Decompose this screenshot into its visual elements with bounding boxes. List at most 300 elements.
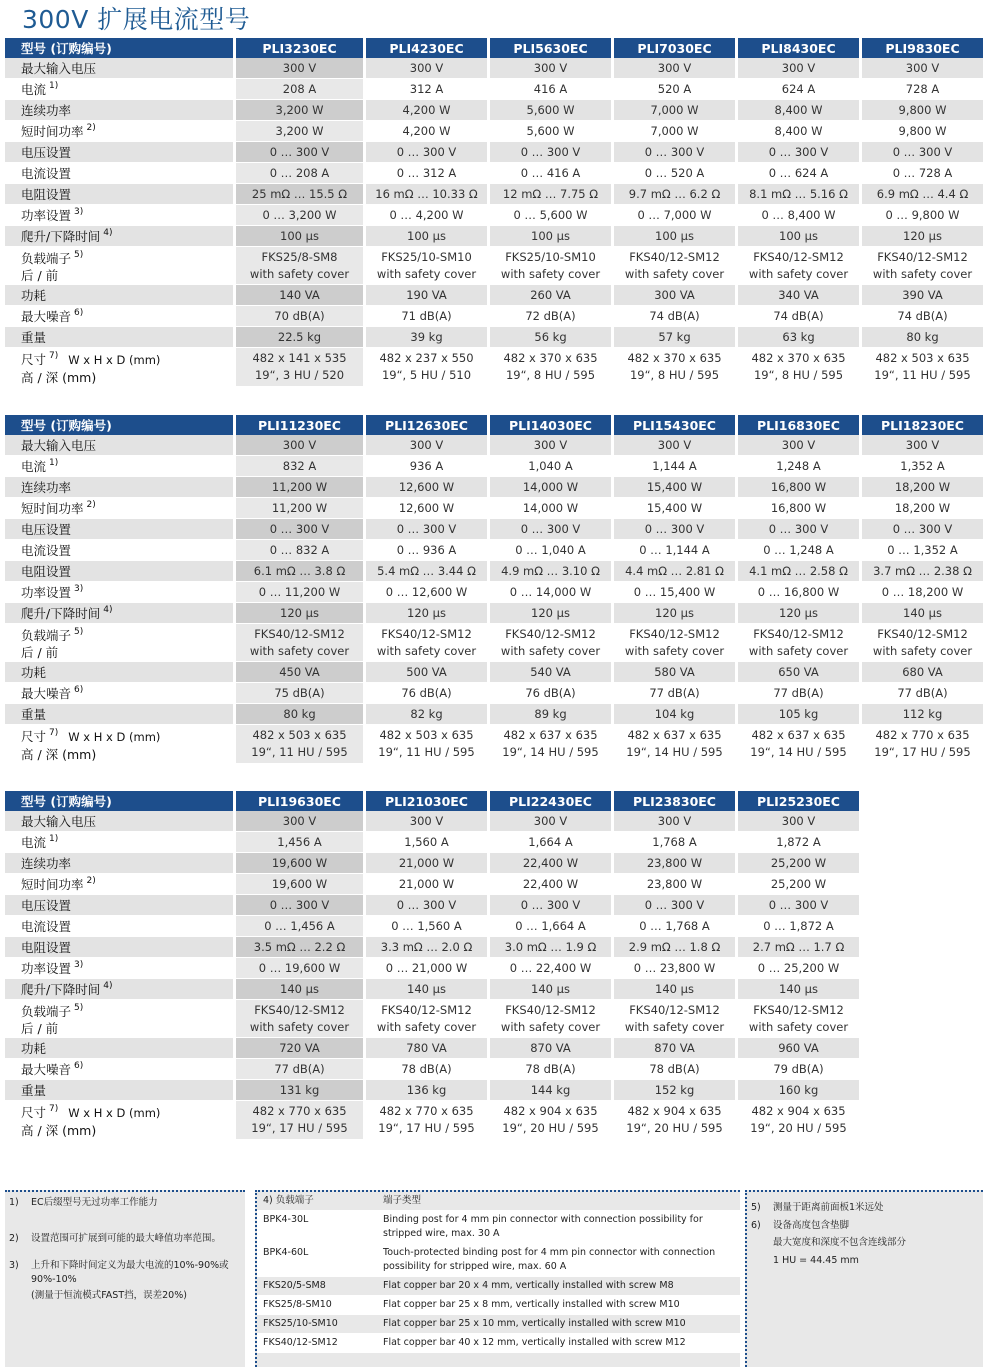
spec-value-text: 15,400 W	[646, 480, 703, 494]
spec-value-text: 0 … 300 V	[269, 522, 330, 536]
spec-row	[5, 58, 986, 79]
model-name: PLI12630EC	[366, 415, 490, 435]
spec-value-text: 78 dB(A)	[401, 1062, 452, 1076]
spec-value	[366, 1038, 490, 1059]
row-label-text: 功率设置	[21, 208, 72, 223]
spec-value	[490, 603, 614, 624]
spec-value	[614, 916, 738, 937]
spec-value-text: 780 VA	[406, 1041, 447, 1055]
spec-value-text: 16,800 W	[770, 480, 827, 494]
spec-value	[862, 561, 986, 582]
spec-value	[236, 582, 366, 603]
spec-value-text: 482 x 503 x 635	[875, 351, 970, 365]
spec-value	[366, 58, 490, 79]
spec-value-text: 580 VA	[654, 665, 695, 679]
spec-value	[236, 121, 366, 142]
spec-value-text: 18,200 W	[894, 501, 951, 515]
spec-value	[366, 79, 490, 100]
row-label-text: 短时间功率	[21, 124, 84, 139]
spec-value-text: 0 … 21,000 W	[385, 961, 468, 975]
row-label-text: 短时间功率	[21, 501, 84, 516]
spec-value	[614, 624, 738, 662]
spec-value-text: 100 µs	[531, 229, 570, 243]
spec-value	[490, 916, 614, 937]
spec-row	[5, 958, 862, 979]
spec-value-text: 0 … 14,000 W	[509, 585, 592, 599]
spec-value	[490, 937, 614, 958]
spec-value-text: 0 … 8,400 W	[761, 208, 836, 222]
spec-value-text: 0 … 416 A	[520, 166, 581, 180]
spec-value	[236, 327, 366, 348]
spec-value	[614, 205, 738, 226]
spec-value-text: 3,200 W	[275, 103, 324, 117]
spec-value	[738, 285, 862, 306]
spec-value	[862, 683, 986, 704]
spec-value-text: 160 kg	[778, 1083, 819, 1097]
spec-value-text: 120 µs	[531, 606, 570, 620]
spec-value-text: 0 … 22,400 W	[509, 961, 592, 975]
spec-row	[5, 435, 986, 456]
spec-value-text: 19“, 20 HU / 595	[502, 1121, 599, 1135]
spec-value	[738, 603, 862, 624]
spec-value	[490, 1038, 614, 1059]
spec-value	[490, 1000, 614, 1038]
spec-value-text: 19,600 W	[271, 877, 328, 891]
spec-value	[366, 853, 490, 874]
spec-value-text: 300 V	[533, 61, 568, 75]
spec-value	[490, 121, 614, 142]
spec-value-text: 0 … 7,000 W	[637, 208, 712, 222]
row-label-text: 功率设置	[21, 585, 72, 600]
spec-value-text: 482 x 503 x 635	[252, 728, 347, 742]
spec-value-text: 39 kg	[410, 330, 443, 344]
spec-value-text: 0 … 300 V	[396, 522, 457, 536]
spec-value-text: 3.7 mΩ … 2.38 Ω	[873, 564, 972, 578]
row-label-text: 高 / 深 (mm)	[21, 370, 97, 385]
row-label	[5, 725, 236, 764]
spec-row	[5, 247, 986, 285]
terminal-desc: Flat copper bar 25 x 8 mm, vertically installed with screw M10	[377, 1296, 740, 1315]
row-label-text: 重量	[21, 707, 47, 722]
spec-value	[490, 1059, 614, 1080]
row-label	[5, 916, 236, 937]
spec-value	[614, 58, 738, 79]
spec-value-text: 3.0 mΩ … 1.9 Ω	[504, 940, 597, 954]
row-label-text: 功耗	[21, 288, 47, 303]
spec-value	[862, 624, 986, 662]
spec-value-text: 74 dB(A)	[897, 309, 948, 323]
spec-value-text: 0 … 5,600 W	[513, 208, 588, 222]
spec-value	[236, 662, 366, 683]
spec-value-text: 11,200 W	[271, 480, 328, 494]
spec-value-text: 0 … 1,456 A	[264, 919, 335, 933]
spec-value-text: 1,768 A	[652, 835, 697, 849]
spec-value	[490, 247, 614, 285]
spec-value	[236, 916, 366, 937]
page-title: 300V 扩展电流型号	[22, 5, 251, 34]
spec-value	[738, 121, 862, 142]
spec-value-text: 19,600 W	[271, 856, 328, 870]
spec-row	[5, 306, 986, 327]
spec-value	[366, 811, 490, 832]
footnote-ref: 1)	[49, 834, 59, 844]
row-label	[5, 100, 236, 121]
spec-value-text: 1,872 A	[776, 835, 821, 849]
row-label-text: 电流设置	[21, 543, 72, 558]
spec-value-text: 300 V	[905, 438, 940, 452]
spec-value-text: with safety cover	[376, 266, 477, 281]
header-row	[5, 415, 986, 435]
spec-value	[614, 226, 738, 247]
spec-value	[862, 582, 986, 603]
footnote-ref: 2)	[86, 500, 96, 510]
spec-value-text: 190 VA	[406, 288, 447, 302]
spec-value-text: with safety cover	[624, 643, 725, 658]
spec-value	[236, 937, 366, 958]
spec-value-text: 482 x 637 x 635	[751, 728, 846, 742]
spec-value	[490, 895, 614, 916]
spec-row	[5, 832, 862, 853]
spec-value	[490, 624, 614, 662]
spec-value-text: 0 … 1,664 A	[515, 919, 586, 933]
spec-value-text: 19“, 14 HU / 595	[502, 745, 599, 759]
spec-value	[366, 1101, 490, 1140]
spec-value-text: 80 kg	[283, 707, 316, 721]
spec-value	[236, 184, 366, 205]
spec-value	[862, 226, 986, 247]
spec-value	[862, 540, 986, 561]
model-name: PLI22430EC	[490, 791, 614, 811]
spec-value-text: 0 … 1,040 A	[515, 543, 586, 557]
footnote-ref: 6)	[74, 685, 84, 695]
spec-value-text: 16,800 W	[770, 501, 827, 515]
spec-value	[614, 811, 738, 832]
spec-value-text: 9,800 W	[898, 124, 947, 138]
row-label	[5, 624, 236, 662]
spec-value-text: 500 VA	[406, 665, 447, 679]
spec-value-text: 0 … 300 V	[892, 522, 953, 536]
terminal-desc: Flat copper bar 40 x 12 mm, vertically installed with screw M12	[377, 1334, 740, 1353]
row-label	[5, 306, 236, 327]
spec-value	[862, 477, 986, 498]
spec-value-text: 300 V	[409, 438, 444, 452]
terminal-desc: Flat copper bar 20 x 4 mm, vertically installed with screw M8	[377, 1277, 740, 1296]
spec-value-text: 0 … 1,872 A	[763, 919, 834, 933]
spec-value	[366, 725, 490, 764]
footnote-ref: 3)	[74, 207, 84, 217]
footnote-1: 1) EC后缀型号无过功率工作能力	[9, 1197, 158, 1208]
spec-value	[236, 725, 366, 764]
spec-value-text: 0 … 4,200 W	[389, 208, 464, 222]
spec-value-text: 19“, 14 HU / 595	[626, 745, 723, 759]
row-label	[5, 958, 236, 979]
spec-row	[5, 1038, 862, 1059]
row-label	[5, 205, 236, 226]
spec-value-text: with safety cover	[748, 1019, 849, 1034]
spec-row	[5, 519, 986, 540]
spec-value-text: 0 … 300 V	[520, 898, 581, 912]
spec-value-text: 1,352 A	[900, 459, 945, 473]
spec-value-text: 25,200 W	[770, 856, 827, 870]
spec-value	[236, 247, 366, 285]
spec-value-text: 19“, 8 HU / 595	[753, 368, 844, 382]
spec-value	[490, 435, 614, 456]
spec-value	[738, 58, 862, 79]
spec-value-text: 3,200 W	[275, 124, 324, 138]
header-row	[5, 38, 986, 58]
spec-value	[236, 540, 366, 561]
spec-value-text: 2.9 mΩ … 1.8 Ω	[628, 940, 721, 954]
spec-value-text: 74 dB(A)	[773, 309, 824, 323]
spec-value-text: 14,000 W	[522, 480, 579, 494]
spec-value-text: 0 … 1,352 A	[887, 543, 958, 557]
spec-value-text: 960 VA	[778, 1041, 819, 1055]
spec-value-text: 300 V	[905, 61, 940, 75]
spec-value-text: 120 µs	[655, 606, 694, 620]
row-label-text: 电流	[21, 82, 47, 97]
spec-value-text: 520 A	[657, 82, 692, 96]
spec-value	[366, 1000, 490, 1038]
spec-value	[862, 247, 986, 285]
row-label-text: 高 / 深 (mm)	[21, 1123, 97, 1138]
spec-value-text: 0 … 1,768 A	[639, 919, 710, 933]
spec-value	[366, 327, 490, 348]
row-label-text: 电流设置	[21, 919, 72, 934]
spec-value	[236, 895, 366, 916]
spec-value-text: 300 V	[282, 814, 317, 828]
spec-value-text: 63 kg	[782, 330, 815, 344]
terminal-key: FKS25/8-SM10	[257, 1296, 377, 1315]
spec-value	[366, 704, 490, 725]
footnote-ref: 3)	[74, 960, 84, 970]
spec-value-text: FKS40/12-SM12	[629, 249, 720, 264]
spec-value	[366, 306, 490, 327]
spec-value	[614, 306, 738, 327]
spec-value-text: 450 VA	[279, 665, 320, 679]
row-label	[5, 1059, 236, 1080]
spec-value-text: 300 V	[781, 814, 816, 828]
spec-row	[5, 205, 986, 226]
row-label	[5, 348, 236, 387]
terminal-key: BPK4-30L	[257, 1211, 377, 1244]
row-label-text: 最大输入电压	[21, 61, 97, 76]
spec-row	[5, 142, 986, 163]
spec-value-text: 4.9 mΩ … 3.10 Ω	[501, 564, 600, 578]
spec-value	[236, 79, 366, 100]
spec-value-text: 9.7 mΩ … 6.2 Ω	[628, 187, 721, 201]
spec-value	[490, 1080, 614, 1101]
row-label	[5, 79, 236, 100]
spec-row	[5, 100, 986, 121]
spec-value-text: 208 A	[282, 82, 317, 96]
spec-value-text: 80 kg	[906, 330, 939, 344]
spec-value	[490, 306, 614, 327]
spec-value-text: 870 VA	[530, 1041, 571, 1055]
spec-value	[738, 226, 862, 247]
row-label	[5, 540, 236, 561]
model-name: PLI16830EC	[738, 415, 862, 435]
spec-value-text: 312 A	[409, 82, 444, 96]
spec-row	[5, 874, 862, 895]
spec-value-text: 12,600 W	[398, 501, 455, 515]
spec-value	[366, 662, 490, 683]
spec-value	[738, 100, 862, 121]
spec-value-text: 0 … 300 V	[396, 898, 457, 912]
spec-value-text: 624 A	[781, 82, 816, 96]
spec-value-text: 25 mΩ … 15.5 Ω	[251, 187, 348, 201]
model-name: PLI19630EC	[236, 791, 366, 811]
spec-row	[5, 916, 862, 937]
spec-value-text: 140 µs	[903, 606, 942, 620]
spec-table-2	[5, 415, 986, 764]
spec-value-text: 144 kg	[530, 1083, 571, 1097]
spec-value	[236, 811, 366, 832]
spec-value	[490, 958, 614, 979]
row-label-text: 电阻设置	[21, 564, 72, 579]
spec-value	[738, 142, 862, 163]
spec-value-text: 79 dB(A)	[773, 1062, 824, 1076]
spec-value	[862, 79, 986, 100]
row-label-text: 尺寸	[21, 352, 47, 367]
spec-value-text: 56 kg	[534, 330, 567, 344]
spec-value	[236, 958, 366, 979]
spec-row	[5, 561, 986, 582]
spec-value-text: FKS25/10-SM10	[505, 249, 596, 264]
spec-value	[490, 519, 614, 540]
row-label-text: 后 / 前	[21, 1021, 59, 1036]
spec-row	[5, 226, 986, 247]
spec-value-text: 0 … 300 V	[520, 145, 581, 159]
spec-value	[366, 1059, 490, 1080]
spec-value-text: 7,000 W	[650, 103, 699, 117]
spec-value-text: 1,248 A	[776, 459, 821, 473]
terminal-types	[255, 1190, 740, 1367]
spec-value-text: 140 VA	[279, 288, 320, 302]
spec-value-text: 7,000 W	[650, 124, 699, 138]
spec-value	[862, 121, 986, 142]
spec-value	[862, 498, 986, 519]
spec-value	[366, 435, 490, 456]
row-label	[5, 163, 236, 184]
row-label	[5, 435, 236, 456]
spec-row	[5, 327, 986, 348]
spec-value-text: 77 dB(A)	[274, 1062, 325, 1076]
model-name: PLI8430EC	[738, 38, 862, 58]
spec-value	[614, 327, 738, 348]
spec-value-text: FKS40/12-SM12	[629, 1002, 720, 1017]
spec-value	[236, 58, 366, 79]
spec-row	[5, 1000, 862, 1038]
row-label-text: 电流	[21, 835, 47, 850]
row-label	[5, 874, 236, 895]
spec-value	[862, 285, 986, 306]
spec-value-text: FKS40/12-SM12	[381, 626, 472, 641]
model-name: PLI23830EC	[614, 791, 738, 811]
spec-table-3	[5, 791, 862, 1140]
spec-value-text: 300 V	[282, 438, 317, 452]
row-label	[5, 327, 236, 348]
spec-value	[614, 1000, 738, 1038]
row-label-text: 功率设置	[21, 961, 72, 976]
spec-value	[366, 226, 490, 247]
footnote-ref: 2)	[86, 123, 96, 133]
spec-value	[490, 100, 614, 121]
spec-value-text: 728 A	[905, 82, 940, 96]
dimension-unit: W x H x D (mm)	[68, 353, 161, 367]
spec-value	[738, 624, 862, 662]
footnote-5: 5) 测量于距离前面板1米远处	[751, 1202, 884, 1213]
row-label-text: 电压设置	[21, 898, 72, 913]
spec-value	[236, 853, 366, 874]
footnotes-right	[745, 1190, 983, 1367]
spec-value-text: 3.5 mΩ … 2.2 Ω	[253, 940, 346, 954]
spec-value-text: 0 … 300 V	[768, 145, 829, 159]
spec-value	[366, 958, 490, 979]
spec-value-text: 6.1 mΩ … 3.8 Ω	[253, 564, 346, 578]
spec-value-text: with safety cover	[500, 1019, 601, 1034]
spec-value-text: 120 µs	[280, 606, 319, 620]
row-label	[5, 1000, 236, 1038]
spec-value-text: 1,456 A	[277, 835, 322, 849]
footnote-ref: 4)	[103, 605, 113, 615]
spec-value-text: 4.4 mΩ … 2.81 Ω	[625, 564, 724, 578]
spec-row	[5, 662, 986, 683]
spec-value	[366, 456, 490, 477]
spec-value-text: 340 VA	[778, 288, 819, 302]
spec-value	[366, 121, 490, 142]
spec-value	[738, 1059, 862, 1080]
footnote-3: 3) 上升和下降时间定义为最大电流的10%-90%或90%-10%	[9, 1260, 229, 1285]
spec-value-text: 416 A	[533, 82, 568, 96]
spec-value	[738, 247, 862, 285]
spec-row	[5, 1059, 862, 1080]
row-label	[5, 582, 236, 603]
spec-row	[5, 937, 862, 958]
row-label-text: 电阻设置	[21, 940, 72, 955]
spec-value	[614, 958, 738, 979]
spec-value-text: 0 … 23,800 W	[633, 961, 716, 975]
spec-value-text: 0 … 19,600 W	[258, 961, 341, 975]
spec-value	[738, 540, 862, 561]
spec-value-text: 100 µs	[407, 229, 446, 243]
spec-value	[366, 683, 490, 704]
spec-value-text: 300 V	[533, 438, 568, 452]
spec-value-text: 0 … 936 A	[396, 543, 457, 557]
spec-row	[5, 704, 986, 725]
spec-value	[738, 561, 862, 582]
spec-value	[738, 327, 862, 348]
spec-value-text: 0 … 12,600 W	[385, 585, 468, 599]
footnote-ref: 5)	[74, 1003, 84, 1013]
spec-value	[366, 895, 490, 916]
row-label-text: 爬升/下降时间	[21, 229, 101, 244]
spec-value-text: 482 x 370 x 635	[751, 351, 846, 365]
spec-value	[614, 121, 738, 142]
spec-value	[862, 184, 986, 205]
spec-value	[236, 477, 366, 498]
terminal-desc: Touch-protected binding post for 4 mm pin connector with connection possibility for stripped wire, max. 60 A	[377, 1244, 740, 1277]
spec-value	[614, 1080, 738, 1101]
spec-value-text: 5,600 W	[526, 124, 575, 138]
spec-value	[490, 662, 614, 683]
spec-value-text: 0 … 25,200 W	[757, 961, 840, 975]
row-label-text: 重量	[21, 330, 47, 345]
spec-value	[862, 662, 986, 683]
spec-value-text: 0 … 300 V	[768, 898, 829, 912]
spec-value-text: 14,000 W	[522, 501, 579, 515]
spec-value-text: 0 … 300 V	[269, 145, 330, 159]
spec-value-text: with safety cover	[500, 643, 601, 658]
